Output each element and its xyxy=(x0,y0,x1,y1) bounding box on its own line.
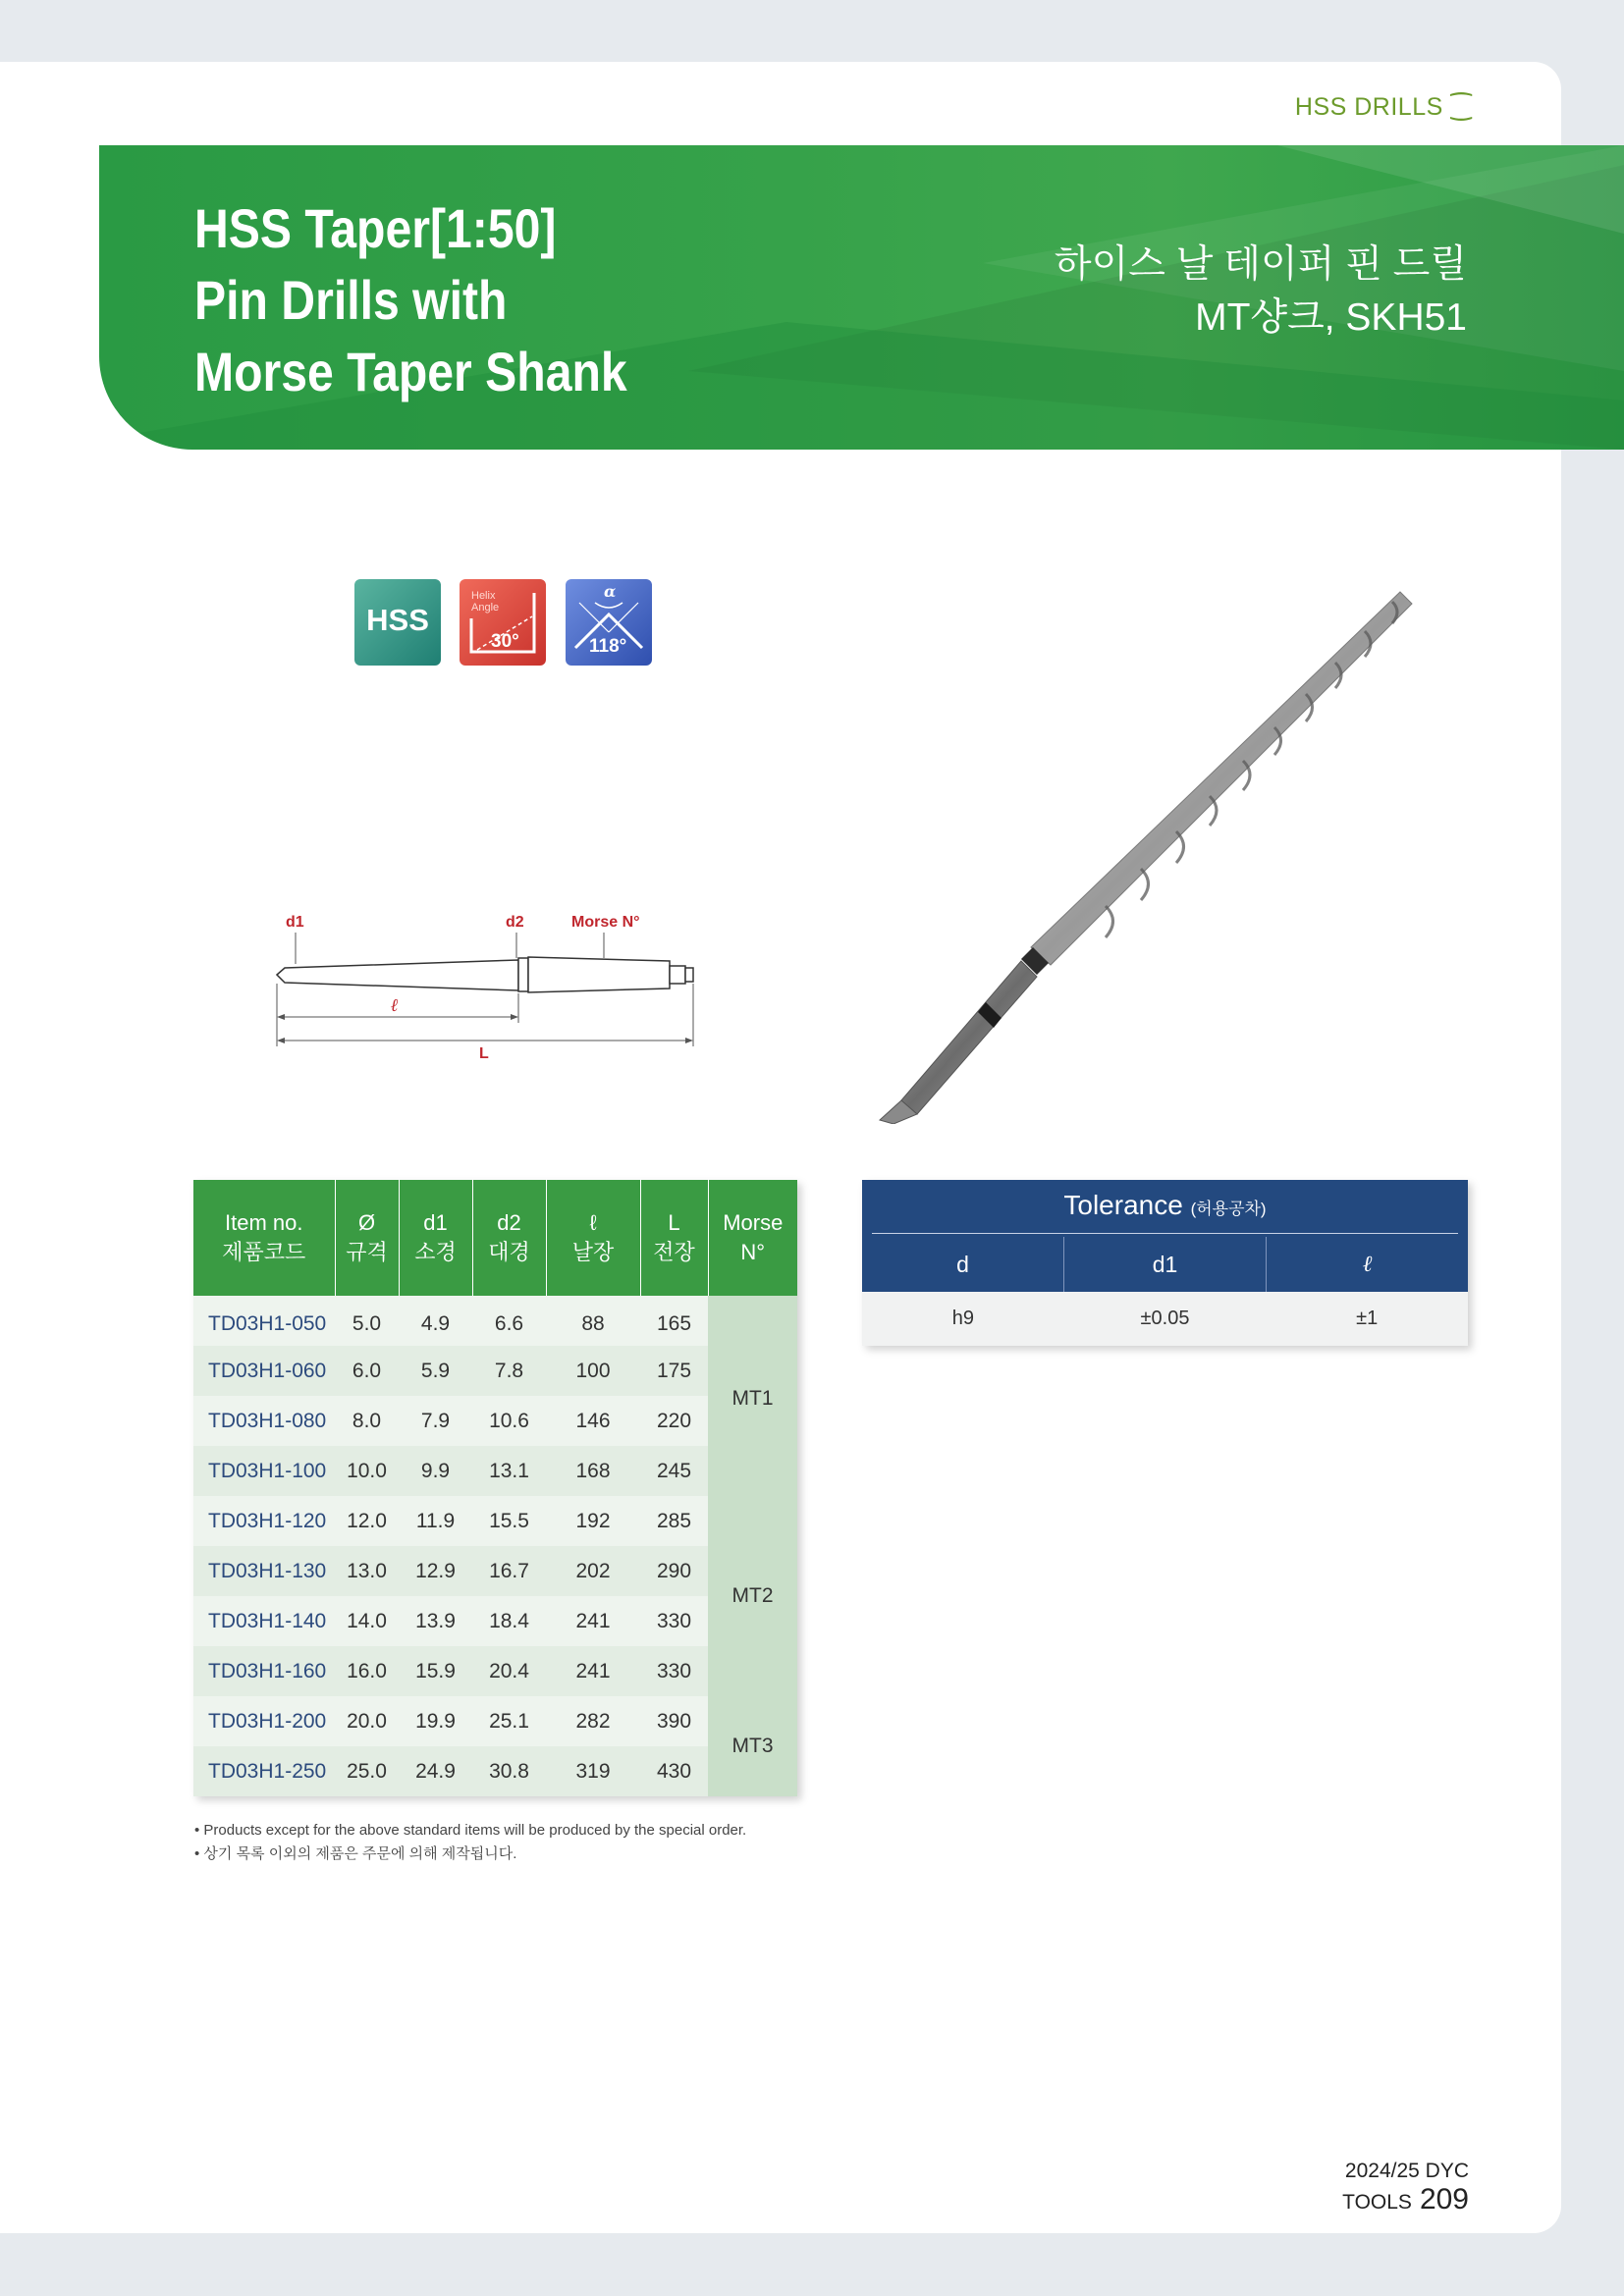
tolerance-columns xyxy=(862,1237,1468,1292)
drill-dimension-diagram xyxy=(265,903,707,1070)
helix-angle-badge xyxy=(460,579,546,666)
item-code: TD03H1-160 xyxy=(193,1646,335,1696)
cell-d1: 19.9 xyxy=(399,1696,472,1746)
spec-table xyxy=(193,1180,797,1796)
cell-d2: 10.6 xyxy=(472,1396,546,1446)
cell-d2: 18.4 xyxy=(472,1596,546,1646)
table-row xyxy=(193,1646,797,1696)
tolerance-col-l: ℓ xyxy=(1362,1252,1373,1277)
page-footer xyxy=(1214,2160,1469,2216)
section-tag xyxy=(151,92,1624,122)
cell-diameter: 14.0 xyxy=(335,1596,399,1646)
cell-d2: 15.5 xyxy=(472,1496,546,1546)
cell-d2: 16.7 xyxy=(472,1546,546,1596)
cell-overall-length: 245 xyxy=(640,1446,708,1496)
tolerance-value-d: h9 xyxy=(951,1308,974,1329)
hss-material-badge xyxy=(354,579,441,666)
tolerance-divider xyxy=(872,1233,1458,1234)
morse-group-mt1: MT1 xyxy=(708,1296,797,1496)
table-row xyxy=(193,1696,797,1746)
product-title-ko xyxy=(1055,239,1467,345)
table-row xyxy=(193,1396,797,1446)
cell-overall-length: 330 xyxy=(640,1646,708,1696)
diagram-label-flute-length: ℓ xyxy=(391,995,399,1016)
cell-diameter: 12.0 xyxy=(335,1496,399,1546)
page-number: 209 xyxy=(1419,2183,1469,2216)
cell-diameter: 20.0 xyxy=(335,1696,399,1746)
table-row xyxy=(193,1346,797,1396)
tolerance-col-d: d xyxy=(862,1237,1064,1292)
cell-d2: 25.1 xyxy=(472,1696,546,1746)
cell-flute-length: 319 xyxy=(546,1746,640,1796)
cell-diameter: 6.0 xyxy=(335,1346,399,1396)
item-code: TD03H1-250 xyxy=(193,1746,335,1796)
cell-flute-length: 100 xyxy=(546,1346,640,1396)
cell-flute-length: 146 xyxy=(546,1396,640,1446)
cell-overall-length: 285 xyxy=(640,1496,708,1546)
header-d2: d2 대경 xyxy=(472,1180,546,1296)
title-en-line-2: Pin Drills with xyxy=(194,269,508,331)
title-ko-line-2: MT샹크, SKH51 xyxy=(1195,296,1467,339)
item-code: TD03H1-080 xyxy=(193,1396,335,1446)
cell-d1: 11.9 xyxy=(399,1496,472,1546)
cell-overall-length: 430 xyxy=(640,1746,708,1796)
diagram-label-morse: Morse N° xyxy=(571,914,640,931)
cell-flute-length: 168 xyxy=(546,1446,640,1496)
point-angle-symbol: α xyxy=(604,582,617,601)
diagram-label-d1: d1 xyxy=(286,914,304,931)
item-code: TD03H1-200 xyxy=(193,1696,335,1746)
title-en-line-3: Morse Taper Shank xyxy=(194,341,627,402)
table-row xyxy=(193,1446,797,1496)
point-angle-icon xyxy=(566,579,652,666)
table-row xyxy=(193,1596,797,1646)
cell-d2: 7.8 xyxy=(472,1346,546,1396)
tolerance-title xyxy=(862,1190,1468,1221)
point-angle-value: 118° xyxy=(589,636,627,657)
cell-overall-length: 165 xyxy=(640,1296,708,1346)
cell-d1: 24.9 xyxy=(399,1746,472,1796)
header-flute-length: ℓ 날장 xyxy=(546,1180,640,1296)
footer-brand: 2024/25 DYC TOOLS xyxy=(1342,2160,1469,2214)
table-row xyxy=(193,1296,797,1346)
helix-label-2: Angle xyxy=(471,602,500,614)
cell-flute-length: 88 xyxy=(546,1296,640,1346)
diagram-label-overall-length: L xyxy=(479,1045,489,1062)
header-overall-length: L 전장 xyxy=(640,1180,708,1296)
drill-product-image xyxy=(854,574,1414,1124)
cell-diameter: 8.0 xyxy=(335,1396,399,1446)
cell-overall-length: 220 xyxy=(640,1396,708,1446)
tolerance-col-d1: d1 xyxy=(1064,1237,1267,1292)
header-diameter: Ø 규격 xyxy=(335,1180,399,1296)
cell-d1: 12.9 xyxy=(399,1546,472,1596)
cell-d1: 4.9 xyxy=(399,1296,472,1346)
title-ko-line-1: 하이스 날 테이퍼 핀 드릴 xyxy=(1054,243,1467,286)
section-marker-icon: ⁐ xyxy=(1450,93,1472,121)
cell-diameter: 16.0 xyxy=(335,1646,399,1696)
helix-value: 30° xyxy=(491,631,519,652)
item-code: TD03H1-100 xyxy=(193,1446,335,1496)
product-title-en xyxy=(194,192,627,407)
cell-d2: 13.1 xyxy=(472,1446,546,1496)
morse-group-mt3: MT3 xyxy=(708,1696,797,1796)
cell-d2: 30.8 xyxy=(472,1746,546,1796)
item-code: TD03H1-120 xyxy=(193,1496,335,1546)
tolerance-table xyxy=(862,1180,1468,1346)
tolerance-value-d1: ±0.05 xyxy=(1140,1308,1190,1329)
header-morse: Morse N° xyxy=(708,1180,797,1296)
cell-diameter: 13.0 xyxy=(335,1546,399,1596)
hss-badge-label: HSS xyxy=(366,603,429,637)
footnotes xyxy=(194,1819,746,1866)
table-row xyxy=(193,1546,797,1596)
title-en-line-1: HSS Taper[1:50] xyxy=(194,197,557,259)
footnote-en: • Products except for the above standard items will be produced by the special order. xyxy=(194,1822,747,1839)
cell-d1: 7.9 xyxy=(399,1396,472,1446)
header-item-no: Item no. 제품코드 xyxy=(193,1180,335,1296)
item-code: TD03H1-140 xyxy=(193,1596,335,1646)
cell-d2: 20.4 xyxy=(472,1646,546,1696)
cell-overall-length: 390 xyxy=(640,1696,708,1746)
table-row xyxy=(193,1746,797,1796)
cell-flute-length: 192 xyxy=(546,1496,640,1546)
cell-d1: 5.9 xyxy=(399,1346,472,1396)
item-code: TD03H1-130 xyxy=(193,1546,335,1596)
tolerance-header xyxy=(862,1180,1468,1292)
helix-label-1: Helix xyxy=(471,590,496,602)
tolerance-title-en: Tolerance xyxy=(1063,1190,1183,1220)
footnote-ko: • 상기 목록 이외의 제품은 주문에 의해 제작됩니다. xyxy=(194,1845,517,1862)
helix-angle-icon xyxy=(460,579,546,666)
cell-overall-length: 290 xyxy=(640,1546,708,1596)
section-tag-label: HSS DRILLS xyxy=(1294,93,1443,121)
table-row xyxy=(193,1496,797,1546)
cell-d2: 6.6 xyxy=(472,1296,546,1346)
cell-flute-length: 202 xyxy=(546,1546,640,1596)
cell-d1: 9.9 xyxy=(399,1446,472,1496)
cell-d1: 13.9 xyxy=(399,1596,472,1646)
point-angle-badge xyxy=(566,579,652,666)
item-code: TD03H1-050 xyxy=(193,1296,335,1346)
cell-flute-length: 282 xyxy=(546,1696,640,1746)
cell-overall-length: 175 xyxy=(640,1346,708,1396)
cell-diameter: 25.0 xyxy=(335,1746,399,1796)
cell-diameter: 5.0 xyxy=(335,1296,399,1346)
diagram-label-d2: d2 xyxy=(506,914,524,931)
cell-d1: 15.9 xyxy=(399,1646,472,1696)
tolerance-values-row xyxy=(862,1292,1468,1346)
cell-flute-length: 241 xyxy=(546,1646,640,1696)
header-d1: d1 소경 xyxy=(399,1180,472,1296)
cell-diameter: 10.0 xyxy=(335,1446,399,1496)
tolerance-value-l: ±1 xyxy=(1356,1308,1379,1329)
title-banner xyxy=(99,145,1624,450)
spec-table-header-row xyxy=(193,1180,797,1296)
morse-group-mt2: MT2 xyxy=(708,1496,797,1696)
cell-flute-length: 241 xyxy=(546,1596,640,1646)
tolerance-title-ko: (허용공차) xyxy=(1190,1200,1267,1218)
cell-overall-length: 330 xyxy=(640,1596,708,1646)
item-code: TD03H1-060 xyxy=(193,1346,335,1396)
